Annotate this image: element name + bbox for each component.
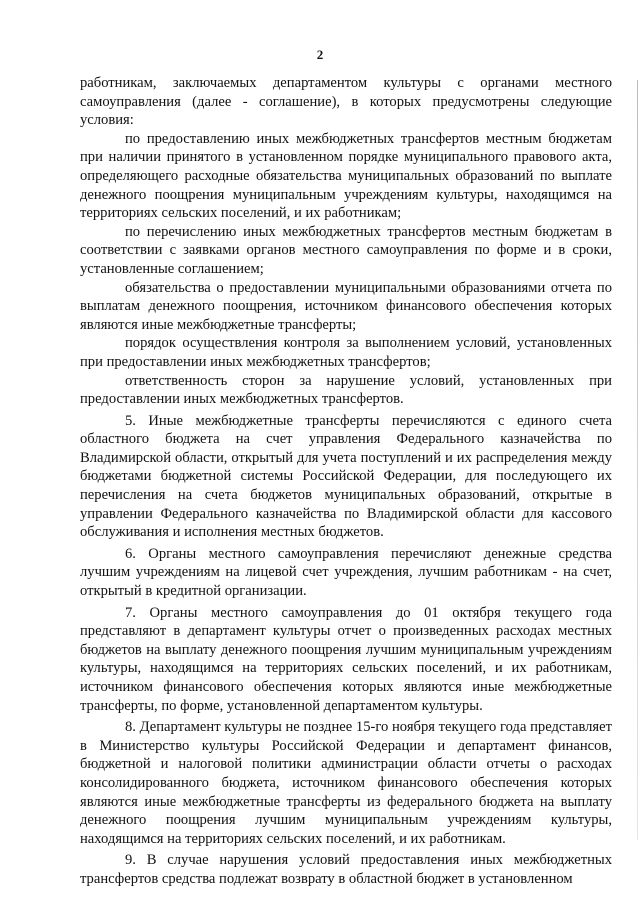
condition-transfer-payment: по перечислению иных межбюджетных трансфертов местным бюджетам в соответствии с заявками органов местного самоуправления по форме и в сроки, установленные соглашением; xyxy=(80,223,612,277)
clause-7: 7. Органы местного самоуправления до 01 октября текущего года представляют в департамент культуры отчет о произведенных расходах местных бюджетов на выплату денежного поощрения лучшим муниципальным учреждениям культуры, находящимся на территориях сельских поселений, и их работникам, источником финансового обеспечения которых являются иные межбюджетные трансферты, по форме, установленной департаментом культуры. xyxy=(80,604,612,714)
scan-edge-shadow xyxy=(637,80,638,840)
clause-8: 8. Департамент культуры не позднее 15-го ноября текущего года представляет в Министерство культуры Российской Федерации и департамент финансов, бюджетной и налоговой политики администрации области отчеты о расходах консолидированного бюджета, источником финансового обеспечения которых являются иные межбюджетные трансферты из федерального бюджета на выплату денежного поощрения лучшим муниципальным учреждениям культуры, находящимся на территориях сельских поселений, и их работникам. xyxy=(80,719,612,847)
clause-5: 5. Иные межбюджетные трансферты перечисляются с единого счета областного бюджета на счет управления Федерального казначейства по Владимирской области, открытый для учета поступлений и их распределения между бюджетами бюджетной системы Российской Федерации, для последующего их перечисления на счета бюджетов муниципальных образований, открытые в управлении Федерального казначейства по Владимирской области для кассового обслуживания и исполнения местных бюджетов. xyxy=(80,412,612,541)
condition-report-obligation: обязательства о предоставлении муниципальными образованиями отчета по выплатам денежного поощрения, источником финансового обеспечения которых являются иные межбюджетные трансферты; xyxy=(80,279,612,333)
paragraph-continuation: работникам, заключаемых департаментом культуры с органами местного самоуправления (далее - соглашение), в которых предусмотрены следующие условия: xyxy=(80,75,612,129)
page-number: 2 xyxy=(316,47,324,62)
document-body xyxy=(80,74,612,889)
condition-control-procedure: порядок осуществления контроля за выполнением условий, установленных при предоставлении иных межбюджетных трансфертов; xyxy=(80,335,612,370)
condition-responsibility: ответственность сторон за нарушение условий, установленных при предоставлении иных межбюджетных трансфертов. xyxy=(80,372,612,408)
condition-transfer-provision: по предоставлению иных межбюджетных трансфертов местным бюджетам при наличии принятого в установленном порядке муниципального правового акта, определяющего расходные обязательства муниципальных образований по выплате денежного поощрения муниципальным учреждениям культуры, находящимся на территориях сельских поселений, и их работникам; xyxy=(80,130,612,222)
clause-9: 9. В случае нарушения условий предоставления иных межбюджетных трансфертов средства подлежат возврату в областной бюджет в установленном xyxy=(80,852,612,887)
clause-6: 6. Органы местного самоуправления перечисляют денежные средства лучшим учреждениям на лицевой счет учреждения, лучшим работникам - на счет, открытый в кредитной организации. xyxy=(80,545,612,600)
